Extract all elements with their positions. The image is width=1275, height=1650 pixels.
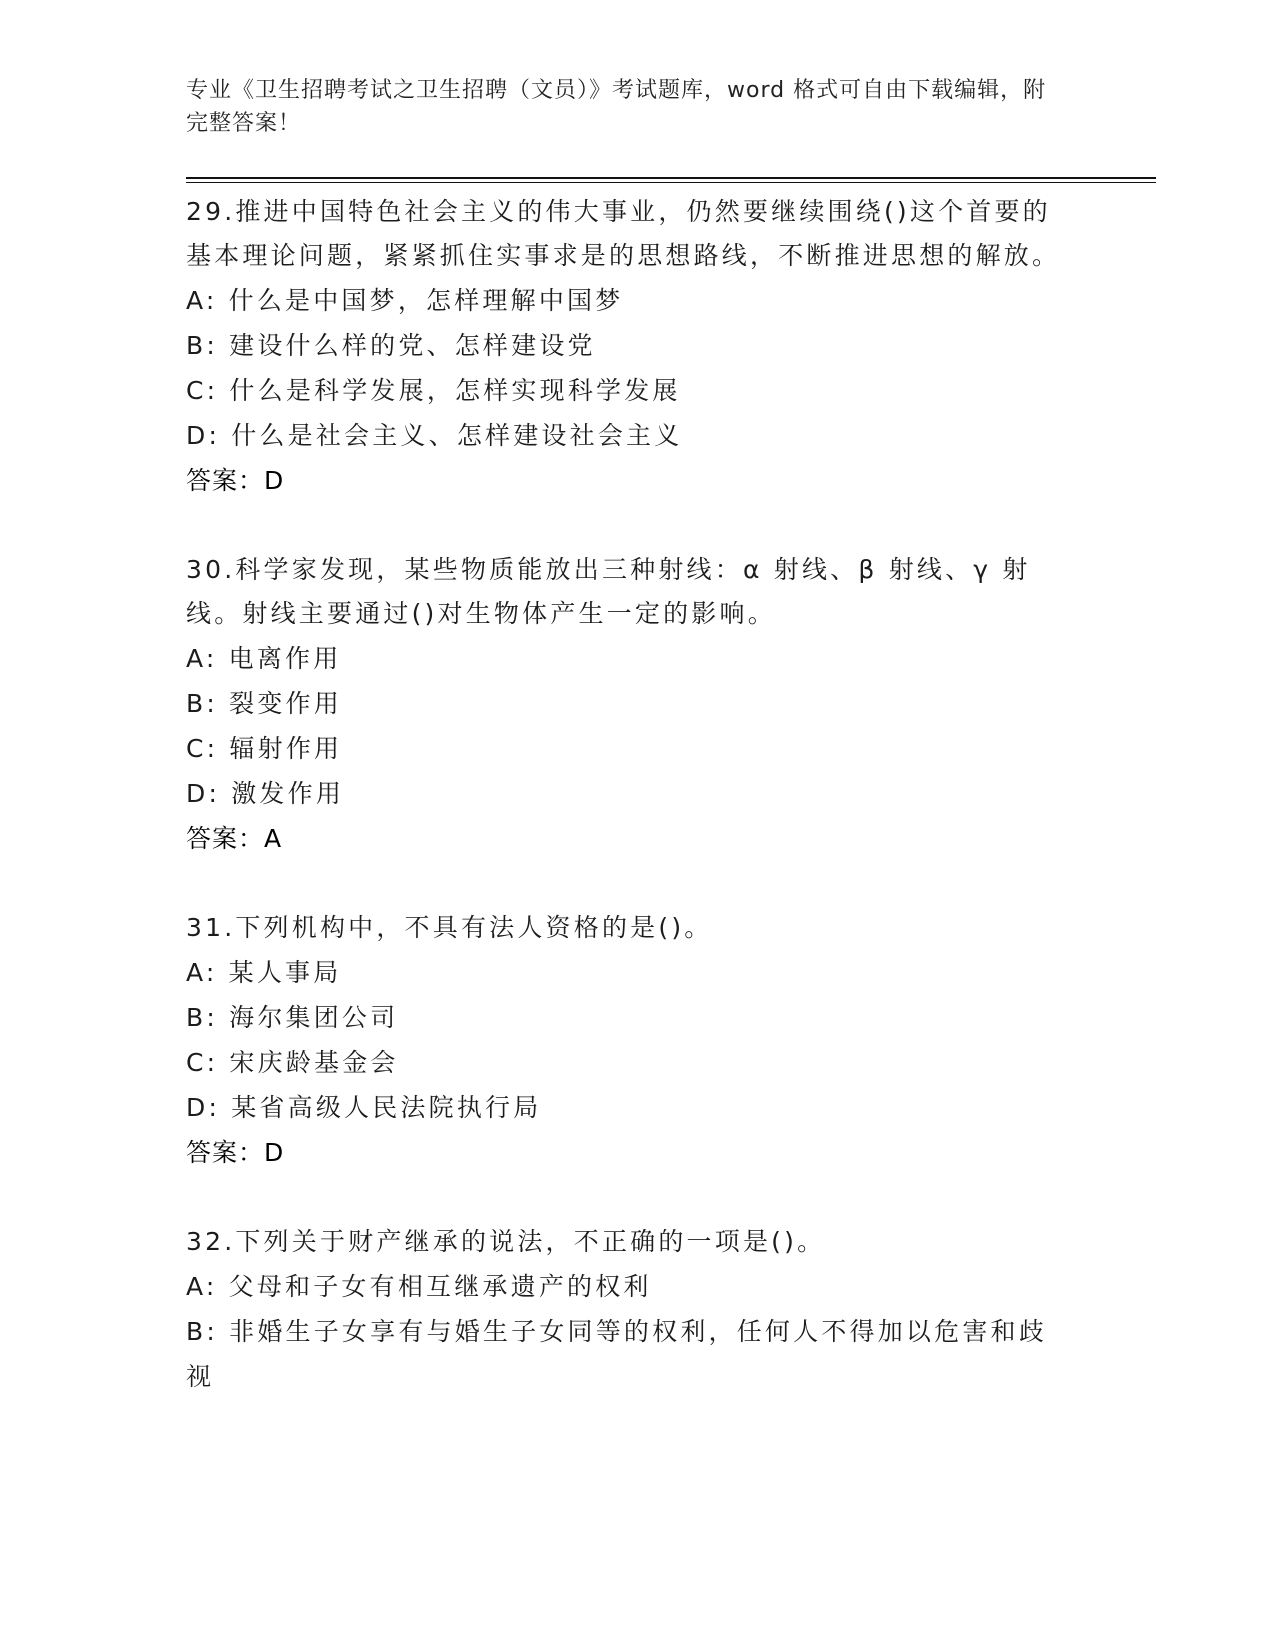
option-c: C: 什么是科学发展，怎样实现科学发展 (186, 376, 681, 405)
question-spacer (186, 861, 1066, 906)
question-stem: 31.下列机构中，不具有法人资格的是()。 (186, 913, 713, 942)
question-stem: 29.推进中国特色社会主义的伟大事业，仍然要继续围绕()这个首要的基本理论问题，紧紧抓住实事求是的思想路线，不断推进思想的解放。 (186, 197, 1061, 270)
option-d: D: 激发作用 (186, 779, 345, 808)
option-b: B: 建设什么样的党、怎样建设党 (186, 331, 596, 360)
document-header: 专业《卫生招聘考试之卫生招聘（文员）》考试题库，word 格式可自由下载编辑，附完整答案！ (186, 78, 1047, 136)
option-b: B: 裂变作用 (186, 689, 342, 718)
option-a: A: 电离作用 (186, 644, 342, 673)
header-divider-thin (186, 182, 1156, 183)
answer: 答案：D (186, 466, 285, 495)
option-b: B: 海尔集团公司 (186, 1003, 399, 1032)
question-29 (186, 190, 1066, 503)
question-stem: 32.下列关于财产继承的说法，不正确的一项是()。 (186, 1227, 826, 1256)
question-spacer (186, 1175, 1066, 1220)
question-stem: 30.科学家发现，某些物质能放出三种射线：α 射线、β 射线、γ 射线。射线主要通过()对生物体产生一定的影响。 (186, 555, 1031, 628)
question-30 (186, 548, 1066, 861)
option-d: D: 某省高级人民法院执行局 (186, 1093, 542, 1122)
question-list (186, 190, 1066, 1399)
question-32 (186, 1220, 1066, 1399)
answer: 答案：D (186, 1138, 285, 1167)
question-spacer (186, 503, 1066, 548)
option-c: C: 宋庆龄基金会 (186, 1048, 399, 1077)
question-31 (186, 906, 1066, 1175)
option-b: B: 非婚生子女享有与婚生子女同等的权利，任何人不得加以危害和歧视 (186, 1317, 1047, 1391)
header-divider-thick (186, 177, 1156, 179)
answer: 答案：A (186, 824, 283, 853)
option-d: D: 什么是社会主义、怎样建设社会主义 (186, 421, 683, 450)
option-c: C: 辐射作用 (186, 734, 343, 763)
option-a: A: 某人事局 (186, 958, 342, 987)
option-a: A: 父母和子女有相互继承遗产的权利 (186, 1272, 652, 1301)
option-a: A: 什么是中国梦，怎样理解中国梦 (186, 286, 624, 315)
